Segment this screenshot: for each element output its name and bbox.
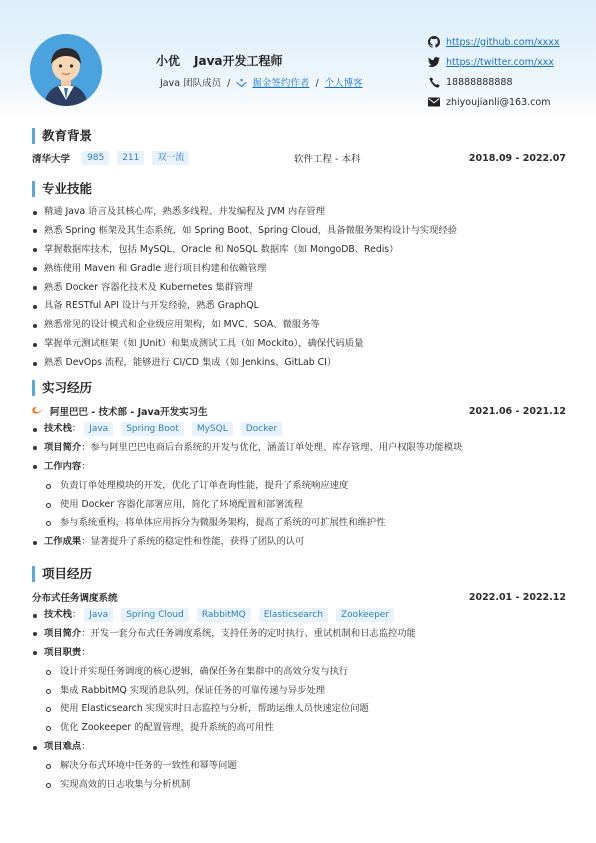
- tech-tag: Docker: [241, 422, 283, 436]
- section-title-project: 项目经历: [32, 566, 566, 582]
- skill-item: 熟练使用 Maven 和 Gradle 进行项目构建和依赖管理: [32, 260, 566, 279]
- skill-item: 熟悉常见的设计模式和企业级应用架构，如 MVC、SOA、微服务等: [32, 316, 566, 335]
- tech-tag: Elasticsearch: [259, 608, 328, 622]
- internship-section: [32, 380, 566, 552]
- school-tag: 985: [82, 151, 109, 165]
- separator: /: [315, 78, 319, 89]
- tech-stack-row: 技术栈： Java Spring Cloud RabbitMQ Elasticsearch Zookeeper: [32, 606, 566, 625]
- tech-tag: MySQL: [192, 422, 233, 436]
- contact-twitter: [428, 52, 560, 72]
- project-details: [32, 606, 566, 663]
- work-item: 负责订单处理模块的开发，优化了订单查询性能，提升了系统响应速度: [32, 477, 566, 496]
- duty-list: [32, 663, 566, 739]
- tech-tag: Zookeeper: [336, 608, 394, 622]
- github-link[interactable]: https://github.com/xxxx: [446, 36, 560, 48]
- tech-tag: Spring Cloud: [121, 608, 189, 622]
- project-date: 2022.01 - 2022.12: [468, 591, 566, 603]
- work-content-row: 工作内容：: [32, 458, 566, 477]
- team-role: Java 团队成员: [160, 78, 222, 89]
- school-name: 清华大学: [32, 154, 71, 165]
- tech-stack-row: 技术栈： Java Spring Boot MySQL Docker: [32, 420, 566, 439]
- twitter-icon: [428, 56, 440, 68]
- section-title-skills: 专业技能: [32, 181, 566, 197]
- alibaba-logo-icon: [32, 405, 44, 418]
- education-date: 2018.09 - 2022.07: [468, 152, 566, 164]
- contact-phone: [428, 72, 560, 92]
- skill-item: 具备 RESTful API 设计与开发经验，熟悉 GraphQL: [32, 297, 566, 316]
- skill-item: 熟悉 Spring 框架及其生态系统，如 Spring Boot、Spring Cloud，具备微服务架构设计与实现经验: [32, 222, 566, 241]
- skill-item: 熟悉 Docker 容器化技术及 Kubernetes 集群管理: [32, 279, 566, 298]
- tech-stack-label: 技术栈: [44, 423, 72, 434]
- internship-details: [32, 420, 566, 477]
- project-name: 分布式任务调度系统: [32, 593, 118, 604]
- section-title-internship: 实习经历: [32, 380, 566, 396]
- project-duty-row: 项目职责：: [32, 644, 566, 663]
- avatar: [30, 34, 102, 106]
- work-result-row: 工作成果：显著提升了系统的稳定性和性能，获得了团队的认可: [32, 533, 566, 552]
- company-title: 阿里巴巴 - 技术部 - Java开发实习生: [50, 407, 208, 418]
- intro-label: 项目简介: [44, 441, 82, 453]
- result-text: 显著提升了系统的稳定性和性能，获得了团队的认可: [90, 536, 305, 548]
- skill-item: 掌握数据库技术，包括 MySQL、Oracle 和 NoSQL 数据库（如 MongoDB、Redis）: [32, 241, 566, 260]
- work-item: 参与系统重构，将单体应用拆分为微服务架构，提高了系统的可扩展性和维护性: [32, 514, 566, 533]
- separator: /: [227, 78, 231, 89]
- intro-label: 项目简介: [44, 627, 82, 639]
- education-section: [32, 128, 566, 166]
- resume-header: [0, 0, 596, 120]
- duty-item: 使用 Elasticsearch 实现实时日志监控与分析，帮助运维人员快速定位问题: [32, 700, 566, 719]
- twitter-link[interactable]: https://twitter.com/xxx: [446, 56, 554, 68]
- skill-item: 掌握单元测试框架（如 JUnit）和集成测试工具（如 Mockito），确保代码质量: [32, 335, 566, 354]
- candidate-name: 小优: [156, 54, 181, 68]
- tech-tag: RabbitMQ: [197, 608, 251, 622]
- internship-result: [32, 533, 566, 552]
- job-position: Java开发工程师: [194, 54, 283, 68]
- phone-icon: [428, 76, 440, 88]
- difficulty-item: 解决分布式环境中任务的一致性和幂等问题: [32, 757, 566, 776]
- school-tag: 211: [117, 151, 144, 165]
- juejin-author-link[interactable]: 掘金签约作者: [252, 78, 310, 89]
- difficulty-label: 项目难点: [44, 741, 82, 753]
- internship-header: [32, 402, 566, 420]
- skill-item: 熟悉 DevOps 流程，能够进行 CI/CD 集成（如 Jenkins、GitLab CI）: [32, 354, 566, 373]
- school-tag: 双一流: [152, 151, 189, 165]
- internship-date: 2021.06 - 2021.12: [468, 405, 566, 417]
- tech-stack-label: 技术栈: [44, 609, 72, 620]
- skill-item: 精通 Java 语言及其核心库，熟悉多线程、并发编程及 JVM 内存管理: [32, 203, 566, 222]
- project-section: [32, 566, 566, 795]
- avatar-illustration: [30, 34, 102, 106]
- duty-item: 优化 Zookeeper 的配置管理，提升系统的高可用性: [32, 719, 566, 738]
- name-line: [156, 52, 297, 69]
- profile-subline: [160, 75, 363, 91]
- difficulty-row: 项目难点：: [32, 738, 566, 757]
- work-label: 工作内容: [44, 460, 82, 472]
- work-item: 使用 Docker 容器化部署应用，简化了环境配置和部署流程: [32, 496, 566, 515]
- project-header: [32, 588, 566, 606]
- mail-icon: [428, 96, 440, 108]
- education-row: [32, 150, 566, 166]
- phone-number: 18888888888: [446, 76, 513, 88]
- duty-item: 集成 RabbitMQ 实现消息队列，保证任务的可靠传递与异步处理: [32, 682, 566, 701]
- difficulty-list: [32, 757, 566, 795]
- intro-text: 开发一套分布式任务调度系统，支持任务的定时执行、重试机制和日志监控功能: [90, 627, 416, 639]
- contact-email: [428, 92, 560, 112]
- difficulty-item: 实现高效的日志收集与分析机制: [32, 776, 566, 795]
- juejin-icon: [236, 78, 247, 91]
- duty-label: 项目职责: [44, 646, 82, 658]
- skills-section: [32, 181, 566, 373]
- section-title-education: 教育背景: [32, 128, 566, 144]
- email-address: zhiyoujianli@163.com: [446, 96, 551, 108]
- project-intro-row: 项目简介：开发一套分布式任务调度系统，支持任务的定时执行、重试机制和日志监控功能: [32, 625, 566, 644]
- github-icon: [428, 36, 440, 48]
- work-content-list: [32, 477, 566, 534]
- intro-text: 参与阿里巴巴电商后台系统的开发与优化，涵盖订单处理、库存管理、用户权限等功能模块: [90, 441, 463, 453]
- skills-list: [32, 203, 566, 373]
- tech-tag: Java: [84, 422, 113, 436]
- contact-github: [428, 32, 560, 52]
- personal-blog-link[interactable]: 个人博客: [324, 78, 363, 89]
- project-intro-row: 项目简介：参与阿里巴巴电商后台系统的开发与优化，涵盖订单处理、库存管理、用户权限等功能模块: [32, 439, 566, 458]
- duty-item: 设计并实现任务调度的核心逻辑，确保任务在集群中的高效分发与执行: [32, 663, 566, 682]
- major-degree: 软件工程 - 本科: [294, 154, 361, 165]
- result-label: 工作成果: [44, 536, 82, 548]
- tech-tag: Spring Boot: [121, 422, 184, 436]
- tech-tag: Java: [84, 608, 113, 622]
- project-difficulty: [32, 738, 566, 757]
- contact-list: [428, 32, 560, 112]
